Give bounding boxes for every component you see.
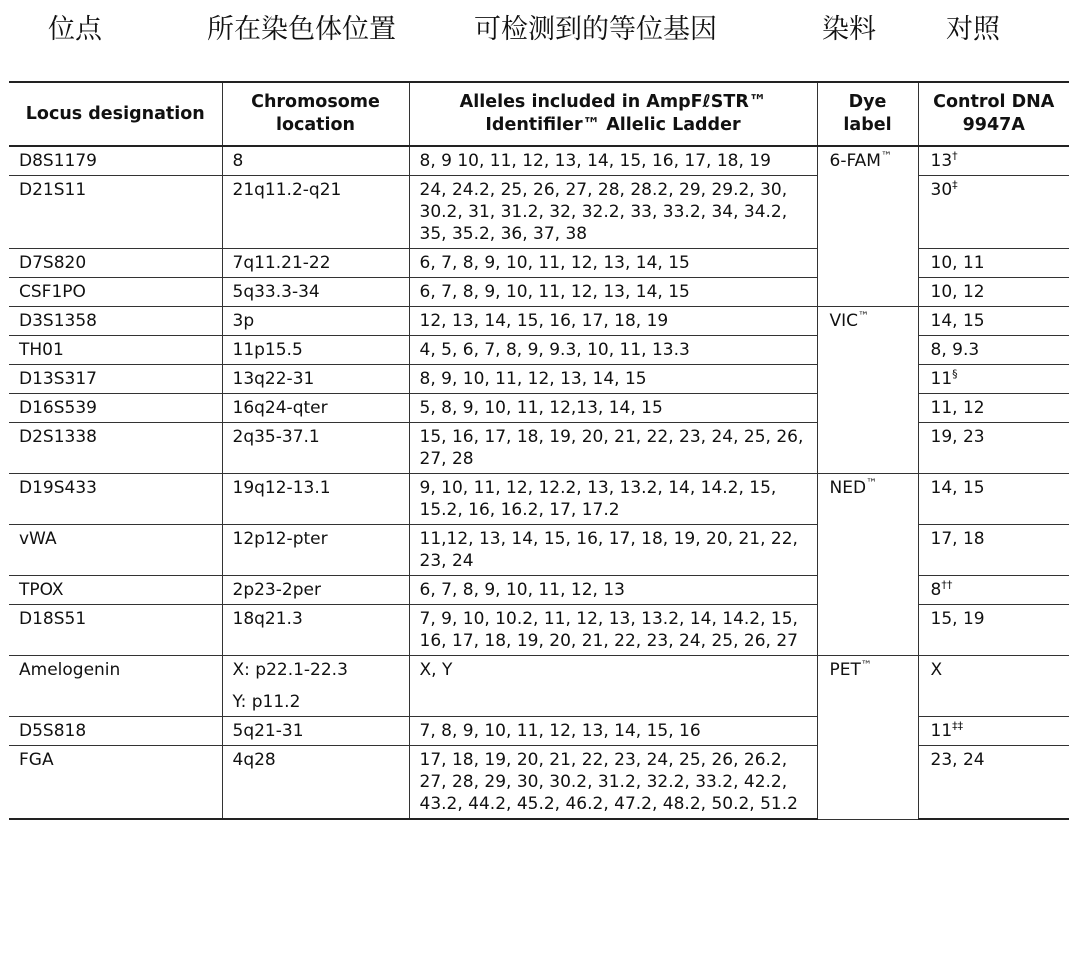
- locus-cell: D3S1358: [9, 307, 222, 336]
- chromosome-cell: 5q33.3-34: [222, 278, 409, 307]
- locus-cell: vWA: [9, 525, 222, 576]
- chromosome-value-y: Y: p11.2: [232, 692, 301, 712]
- alleles-cell: X, Y: [409, 656, 817, 717]
- locus-cell: D21S11: [9, 176, 222, 249]
- alleles-cell: 5, 8, 9, 10, 11, 12,13, 14, 15: [409, 394, 817, 423]
- chromosome-value-x: X: p22.1-22.3: [232, 660, 348, 680]
- locus-cell: D16S539: [9, 394, 222, 423]
- chromosome-cell: 4q28: [222, 746, 409, 820]
- locus-cell: D2S1338: [9, 423, 222, 474]
- chromosome-cell: 11p15.5: [222, 336, 409, 365]
- alleles-cell: 6, 7, 8, 9, 10, 11, 12, 13, 14, 15: [409, 278, 817, 307]
- chromosome-cell: 5q21-31: [222, 717, 409, 746]
- locus-cell: D8S1179: [9, 146, 222, 176]
- header-alleles: Alleles included in AmpFℓSTR™ Identifiler™ Allelic Ladder: [409, 82, 817, 146]
- alleles-cell: 9, 10, 11, 12, 12.2, 13, 13.2, 14, 14.2, 15, 15.2, 16, 16.2, 17, 17.2: [409, 474, 817, 525]
- chinese-header-row: [0, 10, 1080, 54]
- alleles-cell: 17, 18, 19, 20, 21, 22, 23, 24, 25, 26, 26.2, 27, 28, 29, 30, 30.2, 31.2, 32.2, 33.2, 42.2, 43.2, 44.2, 45.2, 46.2, 47.2, 48.2, 50.2, 51.2: [409, 746, 817, 820]
- locus-cell: FGA: [9, 746, 222, 820]
- str-loci-table: [9, 81, 1069, 820]
- chromosome-cell: [222, 656, 409, 717]
- alleles-cell: 6, 7, 8, 9, 10, 11, 12, 13: [409, 576, 817, 605]
- control-dna-cell: 23, 24: [918, 746, 1069, 820]
- header-control: Control DNA 9947A: [933, 92, 1055, 135]
- control-dna-cell: 15, 19: [918, 605, 1069, 656]
- alleles-cell: 7, 9, 10, 10.2, 11, 12, 13, 13.2, 14, 14.2, 15, 16, 17, 18, 19, 20, 21, 22, 23, 24, 25, 26, 27: [409, 605, 817, 656]
- header-chromosome: Chromosome location: [222, 82, 409, 146]
- alleles-cell: 11,12, 13, 14, 15, 16, 17, 18, 19, 20, 21, 22, 23, 24: [409, 525, 817, 576]
- cn-header-chromosome: 所在染色体位置: [207, 14, 396, 45]
- alleles-cell: 4, 5, 6, 7, 8, 9, 9.3, 10, 11, 13.3: [409, 336, 817, 365]
- table-row: [9, 474, 1069, 525]
- alleles-cell: 8, 9 10, 11, 12, 13, 14, 15, 16, 17, 18, 19: [409, 146, 817, 176]
- chromosome-cell: 8: [222, 146, 409, 176]
- control-dna-cell: 8††: [918, 576, 1069, 605]
- dye-label-cell: 6-FAM™: [817, 146, 918, 307]
- alleles-cell: 6, 7, 8, 9, 10, 11, 12, 13, 14, 15: [409, 249, 817, 278]
- control-dna-cell: 19, 23: [918, 423, 1069, 474]
- chromosome-cell: 12p12-pter: [222, 525, 409, 576]
- control-dna-cell: 11‡‡: [918, 717, 1069, 746]
- dye-label-cell: VIC™: [817, 307, 918, 474]
- cn-header-control: 对照: [946, 14, 1000, 45]
- control-dna-cell: 14, 15: [918, 307, 1069, 336]
- locus-cell: TH01: [9, 336, 222, 365]
- chromosome-cell: 21q11.2-q21: [222, 176, 409, 249]
- table-row: [9, 146, 1069, 176]
- control-dna-cell: 13†: [918, 146, 1069, 176]
- locus-cell: D5S818: [9, 717, 222, 746]
- dye-label-cell: NED™: [817, 474, 918, 656]
- control-dna-cell: 8, 9.3: [918, 336, 1069, 365]
- control-dna-cell: 10, 12: [918, 278, 1069, 307]
- locus-cell: TPOX: [9, 576, 222, 605]
- control-dna-cell: X: [918, 656, 1069, 717]
- header-locus: Locus designation: [9, 82, 222, 146]
- chromosome-cell: 13q22-31: [222, 365, 409, 394]
- alleles-cell: 7, 8, 9, 10, 11, 12, 13, 14, 15, 16: [409, 717, 817, 746]
- control-dna-cell: 30‡: [918, 176, 1069, 249]
- chromosome-cell: 18q21.3: [222, 605, 409, 656]
- locus-cell: Amelogenin: [9, 656, 222, 717]
- chromosome-cell: 2q35-37.1: [222, 423, 409, 474]
- chromosome-cell: 7q11.21-22: [222, 249, 409, 278]
- dye-label-cell: PET™: [817, 656, 918, 820]
- alleles-cell: 24, 24.2, 25, 26, 27, 28, 28.2, 29, 29.2, 30, 30.2, 31, 31.2, 32, 32.2, 33, 33.2, 34, 34.2, 35, 35.2, 36, 37, 38: [409, 176, 817, 249]
- chromosome-cell: 2p23-2per: [222, 576, 409, 605]
- table-row: [9, 307, 1069, 336]
- cn-header-alleles: 可检测到的等位基因: [474, 14, 717, 45]
- control-dna-cell: 11, 12: [918, 394, 1069, 423]
- cn-header-locus: 位点: [48, 14, 102, 45]
- chromosome-cell: 3p: [222, 307, 409, 336]
- cn-header-dye: 染料: [822, 14, 876, 45]
- control-dna-cell: 11§: [918, 365, 1069, 394]
- table-row: [9, 656, 1069, 717]
- control-dna-cell: 10, 11: [918, 249, 1069, 278]
- chromosome-cell: 16q24-qter: [222, 394, 409, 423]
- alleles-cell: 8, 9, 10, 11, 12, 13, 14, 15: [409, 365, 817, 394]
- header-dye: Dye label: [817, 82, 918, 146]
- alleles-cell: 15, 16, 17, 18, 19, 20, 21, 22, 23, 24, 25, 26, 27, 28: [409, 423, 817, 474]
- locus-cell: D7S820: [9, 249, 222, 278]
- locus-cell: D19S433: [9, 474, 222, 525]
- locus-cell: CSF1PO: [9, 278, 222, 307]
- table-header-row: [9, 82, 1069, 146]
- chromosome-cell: 19q12-13.1: [222, 474, 409, 525]
- alleles-cell: 12, 13, 14, 15, 16, 17, 18, 19: [409, 307, 817, 336]
- table-body: [9, 146, 1069, 819]
- control-dna-cell: 14, 15: [918, 474, 1069, 525]
- locus-cell: D18S51: [9, 605, 222, 656]
- control-dna-cell: 17, 18: [918, 525, 1069, 576]
- locus-cell: D13S317: [9, 365, 222, 394]
